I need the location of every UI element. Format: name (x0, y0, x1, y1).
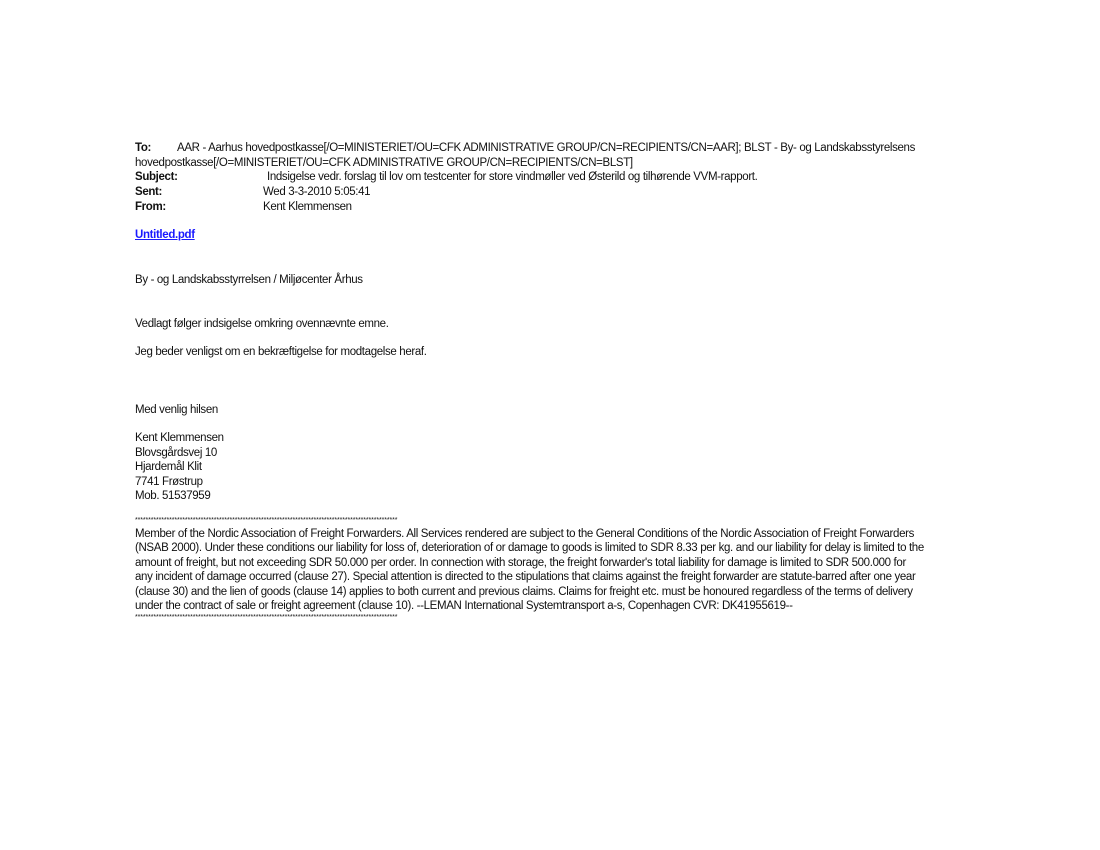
organization-line: By - og Landskabsstyrrelsen / Miljøcenter Århus (135, 274, 363, 286)
attachment-link[interactable]: Untitled.pdf (135, 229, 195, 241)
signature-mobile: Mob. 51537959 (135, 490, 211, 502)
sent-row (135, 185, 925, 200)
to-field (135, 141, 925, 170)
subject-row (135, 170, 925, 185)
disclaimer-text: Member of the Nordic Association of Freight Forwarders. All Services rendered are subject to the General Conditions of the Nordic Association of Freight Forwarders (NSAB 2000). Under these conditions our liability for loss of, deterioration of or damage to goods is limited to SDR 8.33 per kg. and our liability for delay is limited to the amount of freight, but not exceeding SDR 50.000 per order. In connection with storage, the freight forwarder's total liability for damage is limited to SDR 500.000 for any incident of damage occurred (clause 27). Special attention is directed to the stipulations that claims against the freight forwarder are statute-barred after one year (clause 30) and the lien of goods (clause 14) applies to both current and previous claims. Claims for freight etc. must be honoured regardless of the terms of delivery under the contract of sale or freight agreement (clause 10). --LEMAN International Systemtransport a-s, Copenhagen CVR: DK41955619-- (135, 527, 924, 612)
body-paragraph-1: Vedlagt følger indsigelse omkring ovennævnte emne. (135, 317, 389, 330)
signature-street: Blovsgårdsvej 10 (135, 446, 217, 459)
greeting: Med venlig hilsen (135, 403, 218, 416)
from-label: From: (135, 201, 166, 213)
subject-label: Subject: (135, 171, 178, 183)
separator-bottom: **************************************************************************************************** (135, 613, 398, 621)
signature-block (135, 431, 925, 504)
attachment (135, 228, 925, 245)
signature-name: Kent Klemmensen (135, 432, 224, 444)
separator-top: **************************************************************************************************** (135, 516, 398, 524)
body-paragraph-2: Jeg beder venligst om en bekræftigelse for modtagelse heraf. (135, 346, 427, 358)
signature-area: Hjardemål Klit (135, 461, 202, 473)
sent-value: Wed 3-3-2010 5:05:41 (263, 186, 371, 198)
subject-value: Indsigelse vedr. forslag til lov om testcenter for store vindmøller ved Østerild og tilhørende VVM-rapport. (267, 171, 758, 183)
signature-city: 7741 Frøstrup (135, 475, 203, 488)
to-value: AAR - Aarhus hovedpostkasse[/O=MINISTERIET/OU=CFK ADMINISTRATIVE GROUP/CN=RECIPIENTS/CN=AAR]; BLST - By- og Landskabsstyrelsens hovedpostkasse[/O=MINISTERIET/OU=CFK ADMINISTRATIVE GROUP/CN=RECIPIENTS/CN=BLST] (135, 142, 916, 169)
email-document (135, 141, 925, 622)
sent-label: Sent: (135, 186, 163, 198)
to-label: To: (135, 142, 151, 154)
from-value: Kent Klemmensen (263, 201, 352, 213)
from-row (135, 200, 925, 215)
